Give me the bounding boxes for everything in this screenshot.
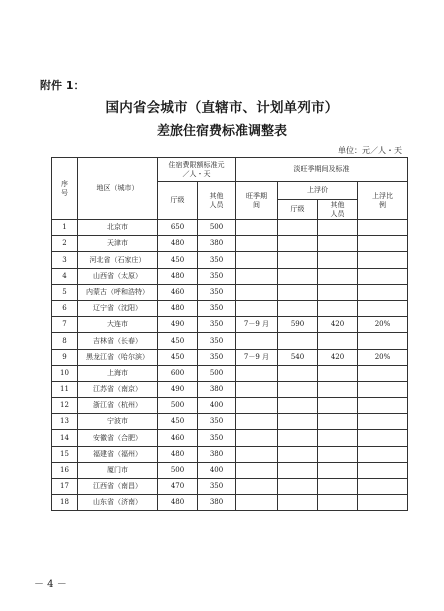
cell-float-ratio [358, 365, 408, 381]
cell-float-dept [278, 284, 318, 300]
cell-float-other [318, 446, 358, 462]
cell-float-other [318, 300, 358, 316]
cell-dept-rate: 490 [158, 381, 198, 397]
cell-dept-rate: 650 [158, 220, 198, 236]
cell-other-rate: 380 [198, 381, 236, 397]
header-standard-dept: 厅级 [158, 182, 198, 220]
cell-peak-period [236, 284, 278, 300]
cell-float-ratio [358, 252, 408, 268]
table-row [52, 414, 408, 430]
table-row [52, 446, 408, 462]
cell-seq: 12 [52, 398, 78, 414]
cell-float-dept: 540 [278, 349, 318, 365]
document-title: 国内省会城市（直辖市、计划单列市） [105, 100, 339, 116]
table-row [52, 236, 408, 252]
cell-other-rate: 350 [198, 333, 236, 349]
cell-dept-rate: 500 [158, 398, 198, 414]
cell-float-ratio: 20% [358, 349, 408, 365]
cell-region: 山东省（济南） [78, 495, 158, 511]
cell-other-rate: 350 [198, 430, 236, 446]
table-row [52, 300, 408, 316]
header-seq: 序号 [52, 158, 78, 220]
table-row [52, 430, 408, 446]
cell-other-rate: 500 [198, 220, 236, 236]
cell-float-ratio [358, 268, 408, 284]
cell-region: 宁波市 [78, 414, 158, 430]
cell-float-dept [278, 479, 318, 495]
cell-dept-rate: 480 [158, 300, 198, 316]
cell-region: 安徽省（合肥） [78, 430, 158, 446]
cell-float-other [318, 479, 358, 495]
cell-seq: 5 [52, 284, 78, 300]
cell-peak-period [236, 398, 278, 414]
cell-float-other: 420 [318, 317, 358, 333]
cell-float-other [318, 430, 358, 446]
cell-other-rate: 400 [198, 398, 236, 414]
table-row [52, 381, 408, 397]
accommodation-standards-table [51, 157, 408, 511]
cell-float-dept [278, 446, 318, 462]
cell-float-ratio [358, 479, 408, 495]
header-float-other: 其他人员 [318, 200, 358, 220]
cell-other-rate: 350 [198, 300, 236, 316]
attachment-label: 附件 1： [40, 79, 85, 92]
table-row [52, 365, 408, 381]
cell-float-dept [278, 414, 318, 430]
cell-other-rate: 350 [198, 268, 236, 284]
cell-peak-period: 7－9 月 [236, 349, 278, 365]
cell-seq: 14 [52, 430, 78, 446]
cell-dept-rate: 480 [158, 495, 198, 511]
cell-region: 北京市 [78, 220, 158, 236]
cell-float-other [318, 252, 358, 268]
cell-region: 江苏省（南京） [78, 381, 158, 397]
cell-seq: 4 [52, 268, 78, 284]
table-row [52, 317, 408, 333]
cell-dept-rate: 450 [158, 333, 198, 349]
cell-seq: 6 [52, 300, 78, 316]
table-row [52, 349, 408, 365]
header-float-ratio: 上浮比例 [358, 182, 408, 220]
cell-other-rate: 350 [198, 479, 236, 495]
cell-dept-rate: 600 [158, 365, 198, 381]
cell-peak-period [236, 430, 278, 446]
cell-float-ratio [358, 220, 408, 236]
cell-float-dept [278, 398, 318, 414]
cell-region: 山西省（太原） [78, 268, 158, 284]
cell-other-rate: 350 [198, 252, 236, 268]
cell-peak-period [236, 462, 278, 478]
cell-dept-rate: 460 [158, 284, 198, 300]
cell-other-rate: 400 [198, 462, 236, 478]
cell-dept-rate: 480 [158, 268, 198, 284]
cell-seq: 18 [52, 495, 78, 511]
cell-float-dept [278, 333, 318, 349]
cell-float-dept [278, 300, 318, 316]
table-body [52, 220, 408, 511]
cell-seq: 9 [52, 349, 78, 365]
cell-dept-rate: 500 [158, 462, 198, 478]
header-season-group: 淡旺季期间及标准 [236, 158, 408, 182]
cell-region: 河北省（石家庄） [78, 252, 158, 268]
cell-region: 内蒙古（呼和浩特） [78, 284, 158, 300]
cell-seq: 13 [52, 414, 78, 430]
cell-region: 天津市 [78, 236, 158, 252]
page-number: － 4 － [34, 579, 67, 590]
cell-region: 福建省（福州） [78, 446, 158, 462]
cell-float-dept [278, 268, 318, 284]
unit-label: 单位：元／人・天 [338, 146, 402, 155]
cell-float-ratio: 20% [358, 317, 408, 333]
cell-other-rate: 380 [198, 236, 236, 252]
cell-float-other [318, 398, 358, 414]
header-peak-period: 旺季期间 [236, 182, 278, 220]
cell-seq: 3 [52, 252, 78, 268]
cell-float-ratio [358, 430, 408, 446]
document-subtitle: 差旅住宿费标准调整表 [156, 124, 287, 139]
cell-float-other [318, 220, 358, 236]
header-float-price: 上浮价 [278, 182, 358, 200]
cell-other-rate: 500 [198, 365, 236, 381]
cell-dept-rate: 490 [158, 317, 198, 333]
cell-other-rate: 350 [198, 414, 236, 430]
cell-float-ratio [358, 462, 408, 478]
cell-dept-rate: 470 [158, 479, 198, 495]
cell-float-other [318, 381, 358, 397]
cell-float-other [318, 414, 358, 430]
header-region: 地区（城市） [78, 158, 158, 220]
cell-float-other: 420 [318, 349, 358, 365]
cell-peak-period [236, 236, 278, 252]
cell-dept-rate: 480 [158, 236, 198, 252]
cell-dept-rate: 450 [158, 252, 198, 268]
table-row [52, 462, 408, 478]
cell-float-dept [278, 430, 318, 446]
cell-other-rate: 380 [198, 446, 236, 462]
cell-float-ratio [358, 495, 408, 511]
cell-dept-rate: 460 [158, 430, 198, 446]
table-row [52, 268, 408, 284]
cell-seq: 17 [52, 479, 78, 495]
cell-other-rate: 350 [198, 284, 236, 300]
cell-other-rate: 350 [198, 349, 236, 365]
cell-region: 浙江省（杭州） [78, 398, 158, 414]
cell-region: 辽宁省（沈阳） [78, 300, 158, 316]
table-row [52, 479, 408, 495]
cell-dept-rate: 450 [158, 414, 198, 430]
cell-seq: 8 [52, 333, 78, 349]
cell-peak-period [236, 268, 278, 284]
cell-peak-period [236, 446, 278, 462]
cell-seq: 1 [52, 220, 78, 236]
cell-float-ratio [358, 414, 408, 430]
header-float-dept: 厅级 [278, 200, 318, 220]
table-row [52, 284, 408, 300]
cell-float-dept [278, 252, 318, 268]
cell-float-other [318, 236, 358, 252]
cell-peak-period [236, 381, 278, 397]
cell-dept-rate: 480 [158, 446, 198, 462]
cell-peak-period [236, 220, 278, 236]
cell-float-dept [278, 236, 318, 252]
cell-region: 上海市 [78, 365, 158, 381]
cell-region: 厦门市 [78, 462, 158, 478]
table-row [52, 333, 408, 349]
cell-float-ratio [358, 300, 408, 316]
table-row [52, 495, 408, 511]
cell-peak-period [236, 300, 278, 316]
cell-float-ratio [358, 284, 408, 300]
cell-float-other [318, 462, 358, 478]
cell-float-dept: 590 [278, 317, 318, 333]
cell-seq: 11 [52, 381, 78, 397]
cell-float-dept [278, 495, 318, 511]
cell-float-other [318, 365, 358, 381]
cell-float-dept [278, 365, 318, 381]
cell-region: 大连市 [78, 317, 158, 333]
cell-float-dept [278, 220, 318, 236]
cell-float-other [318, 268, 358, 284]
cell-region: 黑龙江省（哈尔滨） [78, 349, 158, 365]
header-standard-group: 住宿费限额标准元／人・天 [158, 158, 236, 182]
table-row [52, 220, 408, 236]
cell-peak-period [236, 495, 278, 511]
cell-other-rate: 380 [198, 495, 236, 511]
cell-dept-rate: 450 [158, 349, 198, 365]
cell-float-ratio [358, 333, 408, 349]
cell-float-dept [278, 462, 318, 478]
cell-peak-period [236, 414, 278, 430]
header-standard-other: 其他人员 [198, 182, 236, 220]
cell-seq: 16 [52, 462, 78, 478]
cell-float-ratio [358, 236, 408, 252]
cell-region: 吉林省（长春） [78, 333, 158, 349]
cell-float-ratio [358, 381, 408, 397]
cell-float-other [318, 284, 358, 300]
cell-seq: 10 [52, 365, 78, 381]
cell-float-dept [278, 381, 318, 397]
cell-seq: 7 [52, 317, 78, 333]
cell-seq: 15 [52, 446, 78, 462]
table-row [52, 252, 408, 268]
cell-other-rate: 350 [198, 317, 236, 333]
cell-seq: 2 [52, 236, 78, 252]
cell-float-ratio [358, 398, 408, 414]
cell-region: 江西省（南昌） [78, 479, 158, 495]
cell-float-other [318, 495, 358, 511]
table-header [52, 158, 408, 220]
cell-peak-period [236, 333, 278, 349]
cell-peak-period [236, 252, 278, 268]
cell-float-ratio [358, 446, 408, 462]
cell-peak-period [236, 479, 278, 495]
cell-float-other [318, 333, 358, 349]
table-row [52, 398, 408, 414]
cell-peak-period [236, 365, 278, 381]
cell-peak-period: 7－9 月 [236, 317, 278, 333]
